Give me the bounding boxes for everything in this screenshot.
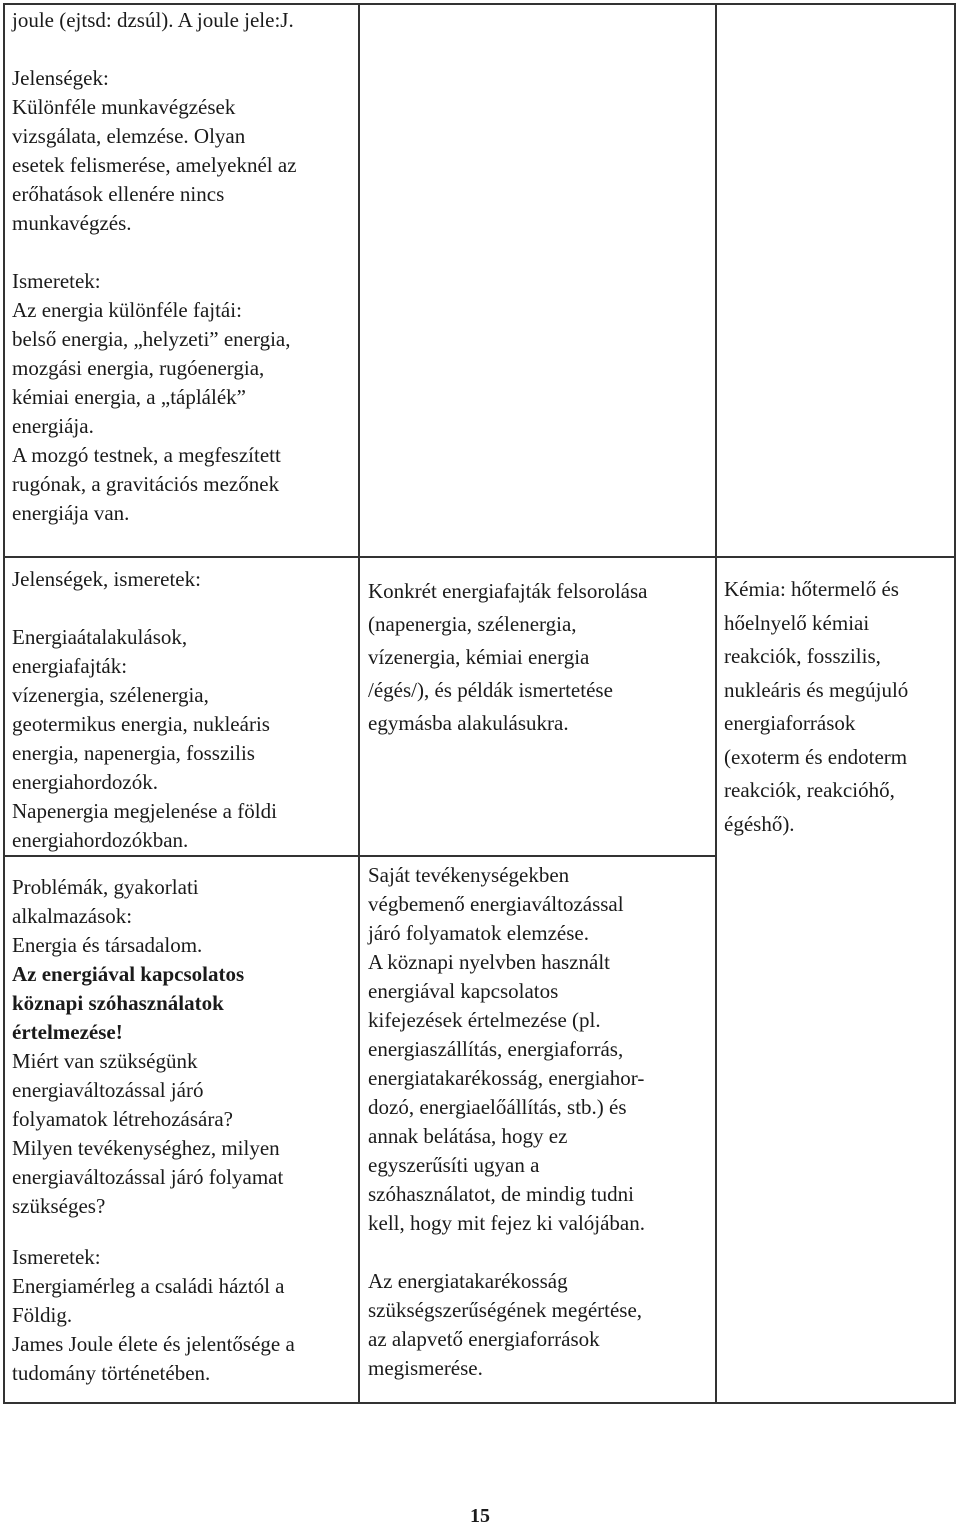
text-line: egymásba alakulásukra.	[368, 711, 569, 735]
row3-col1-block-0	[12, 873, 356, 960]
text-line: nukleáris és megújuló	[724, 677, 909, 702]
row1-col1	[12, 6, 356, 528]
text-line: Az energiával kapcsolatos	[12, 962, 245, 986]
text-line: belső energia, „helyzeti” energia,	[12, 327, 291, 351]
table-border-col2	[715, 3, 717, 1404]
text-line: Miért van szükségünk	[12, 1049, 198, 1073]
row3-col2-block-1	[368, 1267, 713, 1383]
text-line: szóhasználatot, de mindig tudni	[368, 1182, 634, 1206]
row3-col1	[12, 873, 356, 1388]
row3-col2-block-0	[368, 861, 713, 1238]
text-line: Konkrét energiafajták felsorolása	[368, 579, 648, 603]
text-line: egyszerűsíti ugyan a	[368, 1153, 540, 1177]
text-line: energiatakarékosság, energiahor-	[368, 1066, 645, 1090]
text-line: tudomány történetében.	[12, 1361, 211, 1385]
row3-col2	[368, 861, 713, 1383]
table-border-bottom	[3, 1402, 956, 1404]
row2-col3	[724, 573, 952, 841]
text-line: Földig.	[12, 1303, 73, 1327]
text-line: Energiamérleg a családi háztól a	[12, 1274, 285, 1298]
row2-col2	[368, 575, 713, 740]
text-line: alkalmazások:	[12, 904, 133, 928]
text-line: Jelenségek, ismeretek:	[12, 567, 201, 591]
text-line: Az energia különféle fajtái:	[12, 298, 242, 322]
text-line: A mozgó testnek, a megfeszített	[12, 443, 281, 467]
table-border-row1	[3, 556, 956, 558]
text-line: az alapvető energiaforrások	[368, 1327, 600, 1351]
row3-col1-block-2	[12, 1047, 356, 1221]
text-line: reakciók, reakcióhő,	[724, 778, 895, 802]
text-line: energiával kapcsolatos	[368, 979, 559, 1003]
text-line: Ismeretek:	[12, 269, 101, 293]
text-line: vízenergia, szélenergia,	[12, 683, 209, 707]
text-line: Különféle munkavégzések	[12, 95, 236, 119]
text-line: rugónak, a gravitációs mezőnek	[12, 472, 280, 496]
text-line: mozgási energia, rugóenergia,	[12, 356, 265, 380]
text-line: égéshő).	[724, 811, 795, 836]
row2-col2-block-0	[368, 575, 713, 740]
text-line: energiaváltozással járó	[12, 1078, 204, 1102]
text-line: Ismeretek:	[12, 1245, 101, 1269]
row3-col1-block-3	[12, 1243, 356, 1388]
text-line: folyamatok létrehozására?	[12, 1107, 233, 1131]
text-line: James Joule élete és jelentősége a	[12, 1332, 295, 1356]
curriculum-table	[3, 3, 956, 1404]
table-border-col1	[358, 3, 360, 1404]
text-line: Jelenségek:	[12, 66, 109, 90]
text-line: /égés/), és példák ismertetése	[368, 678, 613, 702]
text-line: Milyen tevékenységhez, milyen	[12, 1136, 280, 1160]
text-line: szükségszerűségének megértése,	[368, 1298, 643, 1322]
table-border-left	[3, 3, 5, 1404]
text-line: munkavégzés.	[12, 211, 132, 235]
table-border-right	[954, 3, 956, 1404]
text-line: köznapi szóhasználatok	[12, 991, 224, 1015]
text-line: Saját tevékenységekben	[368, 863, 570, 887]
text-line: végbemenő energiaváltozással	[368, 892, 624, 916]
text-line: Energiaátalakulások,	[12, 625, 188, 649]
text-line: kifejezések értelmezése (pl.	[368, 1008, 601, 1032]
text-line: reakciók, fosszilis,	[724, 644, 881, 668]
text-line: (exoterm és endoterm	[724, 744, 908, 769]
row2-col3-block-0	[724, 573, 952, 841]
row2-col1-block-1	[12, 623, 356, 855]
text-line: energiája van.	[12, 501, 130, 525]
text-line: vizsgálata, elemzése. Olyan	[12, 124, 246, 148]
text-line: Energia és társadalom.	[12, 933, 203, 957]
text-line: energiája.	[12, 414, 94, 438]
text-line: energia, napenergia, fosszilis	[12, 741, 255, 765]
text-line: Napenergia megjelenése a földi	[12, 799, 277, 823]
text-line: esetek felismerése, amelyeknél az	[12, 153, 297, 177]
row1-col1-block-1	[12, 64, 356, 238]
text-line: kémiai energia, a „táplálék”	[12, 385, 246, 409]
text-line: Problémák, gyakorlati	[12, 875, 199, 899]
text-line: energiaforrások	[724, 711, 856, 735]
text-line: erőhatások ellenére nincs	[12, 182, 225, 206]
text-line: energiahordozókban.	[12, 828, 189, 852]
text-line: Az energiatakarékosság	[368, 1269, 568, 1293]
text-line: energiafajták:	[12, 654, 128, 678]
row1-col1-block-2	[12, 267, 356, 528]
row2-col1-block-0	[12, 565, 356, 594]
text-line: energiahordozók.	[12, 770, 158, 794]
row2-col1	[12, 565, 356, 855]
text-line: annak belátása, hogy ez	[368, 1124, 568, 1148]
row1-col1-block-0	[12, 6, 356, 35]
text-line: vízenergia, kémiai energia	[368, 645, 590, 669]
text-line: joule (ejtsd: dzsúl). A joule jele:J.	[12, 8, 294, 32]
text-line: geotermikus energia, nukleáris	[12, 712, 270, 736]
text-line: szükséges?	[12, 1194, 106, 1218]
text-line: megismerése.	[368, 1356, 483, 1380]
text-line: (napenergia, szélenergia,	[368, 612, 577, 636]
text-line: A köznapi nyelvben használt	[368, 950, 611, 974]
text-line: járó folyamatok elemzése.	[368, 921, 589, 945]
text-line: energiaszállítás, energiaforrás,	[368, 1037, 624, 1061]
text-line: kell, hogy mit fejez ki valójában.	[368, 1211, 645, 1235]
text-line: értelmezése!	[12, 1020, 123, 1044]
table-border-row2	[3, 855, 717, 857]
row3-col1-block-1	[12, 960, 356, 1047]
table-border-top	[3, 3, 956, 5]
text-line: Kémia: hőtermelő és	[724, 577, 899, 601]
text-line: dozó, energiaelőállítás, stb.) és	[368, 1095, 627, 1119]
text-line: energiaváltozással járó folyamat	[12, 1165, 284, 1189]
page-number: 15	[470, 1505, 490, 1527]
text-line: hőelnyelő kémiai	[724, 610, 870, 635]
